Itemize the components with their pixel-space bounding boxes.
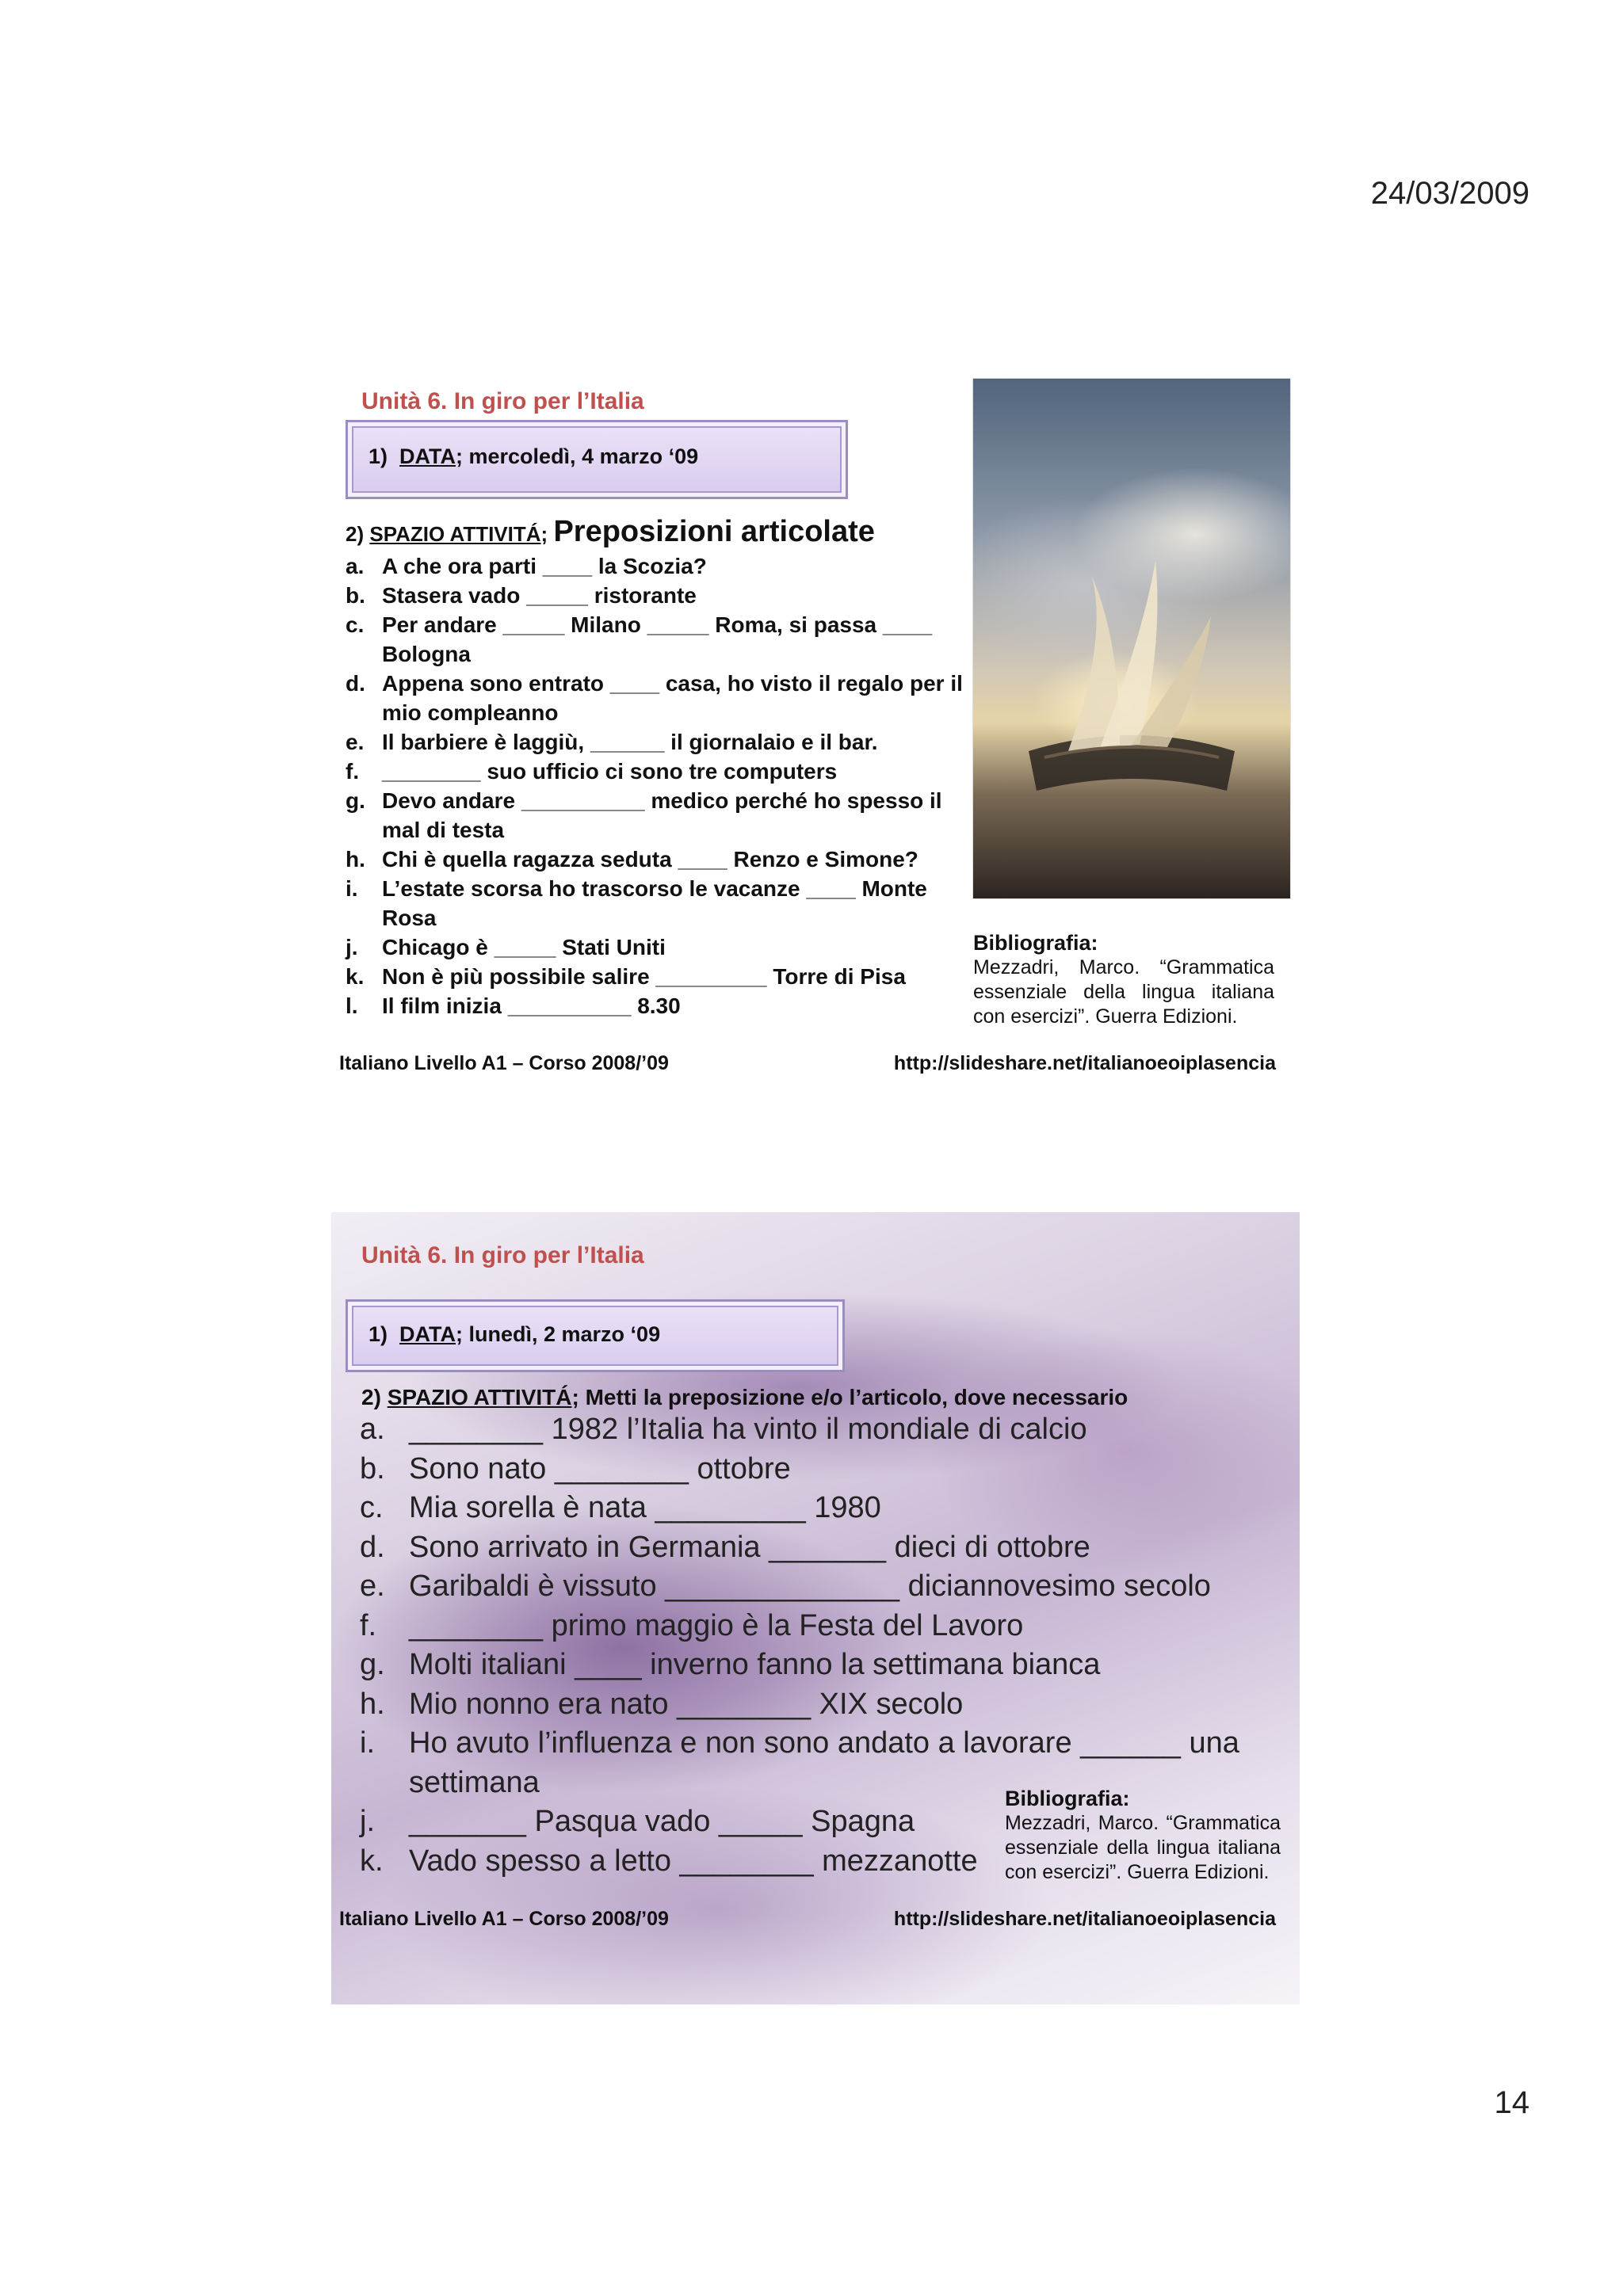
slide-1 (331, 349, 1300, 1141)
bibliography-text: Mezzadri, Marco. “Grammatica essenziale della lingua italiana con esercizi”. Guerra Edizioni. (1005, 1812, 1281, 1883)
exercise-item-text: Mia sorella è nata _________ 1980 (409, 1491, 881, 1524)
activity-heading (361, 1385, 1128, 1410)
exercise-item-text: Chicago è _____ Stati Uniti (382, 935, 666, 959)
exercise-item-label: i. (346, 876, 358, 901)
activity-title: ; Metti la preposizione e/o l’articolo, dove necessario (571, 1385, 1128, 1409)
exercise-item-text: Devo andare __________ medico perché ho spesso il mal di testa (382, 788, 942, 842)
exercise-item-text: Non è più possibile salire _________ Torre di Pisa (382, 964, 906, 989)
exercise-item-label: i. (360, 1726, 375, 1760)
data-box (346, 1299, 845, 1372)
activity-label: SPAZIO ATTIVITÁ (369, 522, 541, 546)
exercise-item-label: f. (360, 1608, 377, 1642)
exercise-item-text: Vado spesso a letto ________ mezzanotte (409, 1844, 978, 1878)
activity-separator: ; (540, 522, 548, 546)
exercise-item (346, 581, 964, 610)
exercise-item (360, 1410, 1271, 1450)
exercise-item (360, 1528, 1271, 1568)
exercise-item (360, 1607, 1271, 1646)
exercise-item (346, 757, 964, 786)
exercise-item (360, 1450, 1271, 1489)
exercise-item-text: _______ Pasqua vado _____ Spagna (409, 1805, 915, 1838)
exercise-item (346, 786, 964, 845)
data-value: ; mercoledì, 4 marzo ‘09 (456, 444, 699, 468)
exercise-item (346, 551, 964, 581)
bibliography (973, 931, 1274, 1029)
exercise-item-text: ________ suo ufficio ci sono tre computers (382, 759, 838, 784)
exercise-item (360, 1646, 1271, 1685)
exercise-item-text: A che ora parti ____ la Scozia? (382, 554, 707, 578)
data-label: DATA (399, 444, 456, 468)
data-label: DATA (399, 1322, 456, 1346)
exercise-item-text: Garibaldi è vissuto ______________ diciannovesimo secolo (409, 1569, 1211, 1603)
exercise-item-text: Sono nato ________ ottobre (409, 1451, 791, 1486)
exercise-list (346, 551, 964, 1020)
bibliography-text: Mezzadri, Marco. “Grammatica essenziale della lingua italiana con esercizi”. Guerra Edizioni. (973, 956, 1274, 1028)
exercise-item-label: h. (346, 847, 365, 871)
exercise-item (346, 669, 964, 727)
exercise-item-label: d. (360, 1530, 385, 1564)
footer-url: http://slideshare.net/italianoeoiplasencia (893, 1052, 1276, 1074)
exercise-item-text: L’estate scorsa ho trascorso le vacanze ____ Monte Rosa (382, 876, 927, 930)
activity-heading (346, 515, 875, 549)
exercise-item-label: l. (346, 994, 358, 1018)
data-box (346, 420, 848, 499)
data-number: 1) (369, 1322, 388, 1346)
exercise-item (346, 991, 964, 1020)
footer-url: http://slideshare.net/italianoeoiplasencia (893, 1908, 1276, 1930)
exercise-item (346, 933, 964, 962)
exercise-item-text: ________ primo maggio è la Festa del Lavoro (409, 1608, 1024, 1642)
activity-title: Preposizioni articolate (553, 515, 875, 548)
activity-label: SPAZIO ATTIVITÁ (387, 1385, 572, 1409)
exercise-item-label: e. (360, 1569, 385, 1603)
bibliography-title: Bibliografia: (973, 931, 1098, 955)
exercise-item-label: b. (346, 583, 365, 608)
open-book-illustration (973, 379, 1290, 898)
exercise-item (360, 1685, 1271, 1725)
data-value: ; lunedì, 2 marzo ‘09 (456, 1322, 661, 1346)
exercise-item-label: d. (346, 671, 365, 696)
exercise-item-text: Chi è quella ragazza seduta ____ Renzo e Simone? (382, 847, 918, 871)
bibliography (1005, 1787, 1281, 1885)
exercise-item-text: Il barbiere è laggiù, ______ il giornalaio e il bar. (382, 730, 878, 754)
exercise-item (346, 962, 964, 991)
exercise-item (346, 610, 964, 669)
exercise-item-label: f. (346, 759, 360, 784)
slide-2 (331, 1212, 1300, 2004)
exercise-item-text: ________ 1982 l’Italia ha vinto il mondiale di calcio (409, 1413, 1087, 1446)
exercise-item-label: b. (360, 1451, 385, 1486)
exercise-item-label: g. (360, 1648, 385, 1681)
data-line (369, 1322, 660, 1347)
exercise-item-label: k. (360, 1844, 384, 1878)
unit-title: Unità 6. In giro per l’Italia (361, 388, 644, 414)
unit-title: Unità 6. In giro per l’Italia (361, 1242, 644, 1268)
bibliography-title: Bibliografia: (1005, 1787, 1130, 1810)
exercise-item-label: a. (346, 554, 365, 578)
page-number: 14 (1494, 2085, 1529, 2120)
exercise-item-label: a. (360, 1413, 385, 1446)
exercise-item-text: Per andare _____ Milano _____ Roma, si passa ____ Bologna (382, 612, 933, 666)
exercise-item-text: Stasera vado _____ ristorante (382, 583, 697, 608)
exercise-item-text: Il film inizia __________ 8.30 (382, 994, 681, 1018)
activity-number: 2) (346, 522, 365, 546)
page-date: 24/03/2009 (1370, 176, 1529, 211)
exercise-item-label: c. (360, 1491, 384, 1524)
data-line (369, 444, 698, 469)
exercise-item-label: j. (346, 935, 358, 959)
activity-number: 2) (361, 1385, 381, 1409)
exercise-item-label: e. (346, 730, 365, 754)
exercise-item-label: h. (360, 1687, 385, 1721)
footer-course: Italiano Livello A1 – Corso 2008/’09 (339, 1908, 669, 1930)
footer-course: Italiano Livello A1 – Corso 2008/’09 (339, 1052, 669, 1074)
exercise-item (346, 845, 964, 874)
exercise-item-label: j. (360, 1805, 375, 1838)
exercise-item-text: Appena sono entrato ____ casa, ho visto il regalo per il mio compleanno (382, 671, 963, 725)
exercise-item-label: c. (346, 612, 365, 637)
exercise-item-text: Sono arrivato in Germania _______ dieci di ottobre (409, 1530, 1090, 1564)
exercise-item (346, 727, 964, 757)
exercise-item-label: k. (346, 964, 365, 989)
exercise-item-text: Mio nonno era nato ________ XIX secolo (409, 1687, 964, 1721)
exercise-item (360, 1489, 1271, 1528)
exercise-item-text: Ho avuto l’influenza e non sono andato a lavorare ______ una settimana (409, 1726, 1239, 1799)
exercise-item-label: g. (346, 788, 365, 813)
book-photo (973, 379, 1290, 898)
exercise-item-text: Molti italiani ____ inverno fanno la settimana bianca (409, 1648, 1101, 1681)
exercise-item (346, 874, 964, 933)
data-number: 1) (369, 444, 388, 468)
exercise-item (360, 1567, 1271, 1607)
